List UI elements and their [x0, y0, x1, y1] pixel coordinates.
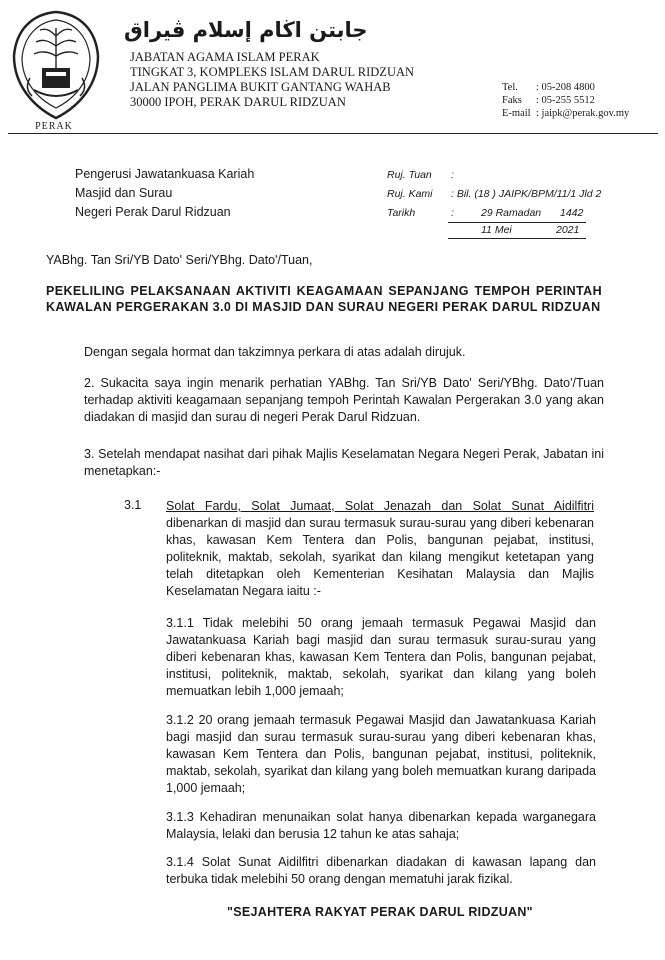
contact-tel — [502, 81, 595, 94]
date-masihi: 11 Mei — [481, 224, 512, 236]
section-3-1-number: 3.1 — [124, 498, 142, 512]
jawi-title: جابتن اڬام إسلام ڤيراق — [124, 18, 368, 42]
date-divider — [448, 222, 586, 223]
section-3-1-4: 3.1.4 Solat Sunat Aidilfitri dibenarkan diadakan di kawasan lapang dan terbuka tidak melebihi 50 orang dengan mematuhi jarak fizikal. — [166, 855, 596, 886]
ruj-kami-label: Ruj. Kami — [387, 188, 433, 200]
crest-label: PERAK — [35, 121, 73, 132]
letterhead-line: TINGKAT 3, KOMPLEKS ISLAM DARUL RIDZUAN — [130, 65, 415, 79]
letterhead-line: 30000 IPOH, PERAK DARUL RIDZUAN — [130, 95, 346, 109]
ruj-kami-value: : Bil. (18 ) JAIPK/BPM/11/1 Jld 2 — [451, 188, 602, 200]
recipient-line: Negeri Perak Darul Ridzuan — [75, 205, 231, 219]
intro-paragraph: Dengan segala hormat dan takzimnya perkara di atas adalah dirujuk. — [84, 345, 466, 359]
letterhead-divider — [8, 133, 658, 134]
tarikh-colon: : — [451, 207, 454, 219]
section-3-1-heading: Solat Fardu, Solat Jumaat, Solat Jenazah dan Solat Sunat Aidilfitri — [166, 499, 594, 513]
contact-value: : 05-255 5512 — [536, 95, 595, 106]
section-3-1-2: 3.1.2 20 orang jemaah termasuk Pegawai Masjid dan Jawatankuasa Kariah bagi masjid dan surau termasuk surau-surau yang diberi kebenaran khas, kawasan Kem Tentera dan Polis, bangunan pejabat, institusi, politeknik, maktab, sekolah, syarikat dan kilang yang boleh memuatkan kurang daripada 1,000 jemaah; — [166, 713, 596, 795]
letter-subject: PEKELILING PELAKSANAAN AKTIVITI KEAGAMAAN SEPANJANG TEMPOH PERINTAH KAWALAN PERGERAKAN 3.0 DI MASJID DAN SURAU NEGERI PERAK DARUL RIDZUAN — [46, 284, 602, 314]
date-hijri: 29 Ramadan — [481, 207, 542, 219]
ruj-tuan-value: : — [451, 169, 454, 181]
contact-value: : jaipk@perak.gov.my — [536, 108, 630, 119]
tarikh-label: Tarikh — [387, 207, 416, 219]
paragraph-2: 2. Sukacita saya ingin menarik perhatian YABhg. Tan Sri/YB Dato' Seri/YBhg. Dato'/Tuan terhadap aktiviti keagamaan sepanjang tempoh Perintah Kawalan Pergerakan 3.0 yang akan diadakan di masjid dan surau di negeri Perak Darul Ridzuan. — [84, 376, 604, 424]
recipient-line: Pengerusi Jawatankuasa Kariah — [75, 167, 255, 181]
section-3-1 — [166, 498, 594, 600]
contact-key: E-mail — [502, 108, 531, 119]
contact-email — [502, 107, 629, 120]
date-underline — [448, 238, 586, 239]
letterhead-line: JALAN PANGLIMA BUKIT GANTANG WAHAB — [130, 80, 391, 94]
letterhead-line: JABATAN AGAMA ISLAM PERAK — [130, 50, 320, 64]
perak-crest-logo — [10, 6, 102, 124]
recipient-line: Masjid dan Surau — [75, 186, 173, 200]
date-hijri-year: 1442 — [560, 207, 584, 219]
ruj-tuan-label: Ruj. Tuan — [387, 169, 432, 181]
contact-key: Faks — [502, 95, 522, 106]
section-3-1-1: 3.1.1 Tidak melebihi 50 orang jemaah termasuk Pegawai Masjid dan Jawatankuasa Kariah bagi masjid dan surau termasuk surau-surau yang diberi kebenaran khas, kawasan Kem Tentera dan Polis, bangunan pejabat, institusi, politeknik, maktab, sekolah, syarikat dan kilang yang boleh memuatkan lebih 1,000 jemaah; — [166, 616, 596, 698]
closing-motto: "SEJAHTERA RAKYAT PERAK DARUL RIDZUAN" — [227, 905, 533, 919]
contact-value: : 05-208 4800 — [536, 82, 595, 93]
salutation: YABhg. Tan Sri/YB Dato' Seri/YBhg. Dato'/Tuan, — [46, 253, 313, 267]
date-masihi-year: 2021 — [556, 224, 580, 236]
section-3-1-text: dibenarkan di masjid dan surau termasuk surau-surau yang diberi kebenaran khas, kawasan Kem Tentera dan Polis, bangunan pejabat, institusi, politeknik, maktab, sekolah, syarikat dan kilang mengikut ketetapan yang telah ditetapkan oleh Kementerian Kesihatan Malaysia dan Majlis Keselamatan Negara iaitu :- — [166, 516, 594, 598]
contact-fax — [502, 94, 595, 107]
section-3-1-3: 3.1.3 Kehadiran menunaikan solat hanya dibenarkan kepada warganegara Malaysia, lelaki dan berusia 12 tahun ke atas sahaja; — [166, 810, 596, 841]
paragraph-3: 3. Setelah mendapat nasihat dari pihak Majlis Keselamatan Negara Negeri Perak, Jabatan ini menetapkan:- — [84, 447, 604, 478]
contact-key: Tel. — [502, 82, 518, 93]
